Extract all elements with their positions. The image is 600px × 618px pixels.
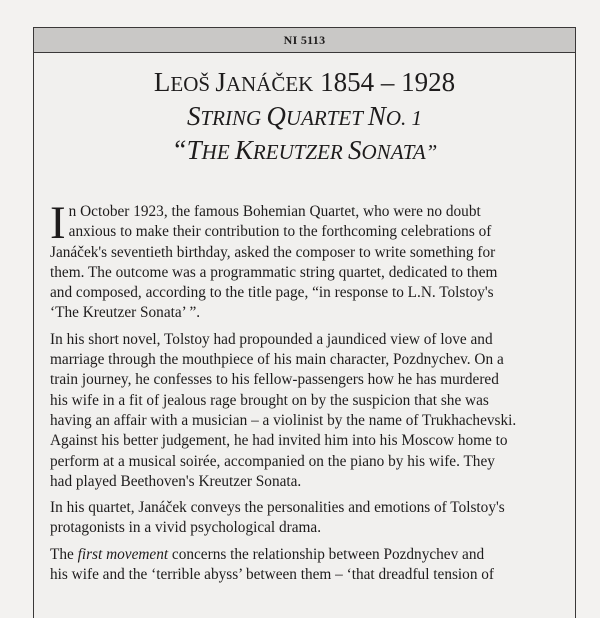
work-title-text: UARTET: [285, 106, 368, 130]
subtitle-text: HE: [201, 140, 235, 164]
text-line: Against his better judgement, he had invited him into his Moscow home to: [50, 432, 508, 450]
emphasis-text: first movement: [77, 545, 169, 563]
composer-text: ANÁČEK: [225, 72, 314, 96]
paragraph-3: [50, 498, 570, 539]
catalog-number-band: NI 5113: [34, 28, 575, 53]
text-line: having an affair with a musician – a violinist by the name of Trukhachevski.: [50, 411, 517, 429]
paragraph-1: [50, 197, 570, 324]
text-line: Janáček's seventieth birthday, asked the composer to write something for: [50, 243, 496, 261]
composer-dates: 1854 – 1928: [313, 67, 456, 97]
text-line: his wife and the ‘terrible abyss’ between them – ‘that dreadful tension of: [50, 566, 495, 584]
text-line: In his quartet, Janáček conveys the personalities and emotions of Tolstoy's: [50, 499, 505, 517]
subtitle-text: K: [234, 135, 253, 165]
text-line: his wife in a fit of jealous rage brought on by the suspicion that she was: [50, 391, 489, 409]
composer-heading: [34, 66, 575, 100]
paragraph-2: [50, 330, 570, 492]
body-text: [50, 197, 570, 591]
text-line: them. The outcome was a programmatic string quartet, dedicated to them: [50, 263, 498, 281]
text-run: The: [50, 545, 78, 563]
text-line: n October 1923, the famous Bohemian Quartet, who were no doubt: [68, 203, 481, 220]
text-line: anxious to make their contribution to the forthcoming celebrations of: [68, 223, 492, 241]
text-line: train journey, he confesses to his fellow-passengers how he has murdered: [50, 371, 499, 389]
work-subtitle: [34, 134, 575, 168]
subtitle-text: “T: [171, 135, 202, 165]
work-title-text: S: [186, 101, 201, 131]
subtitle-text: REUTZER: [252, 140, 349, 164]
title-block: [34, 66, 575, 168]
work-title-text: N: [367, 101, 386, 131]
text-run: concerns the relationship between Pozdnychev and: [168, 545, 485, 563]
work-title-text: TRING: [200, 106, 267, 130]
text-line: protagonists in a vivid psychological drama.: [50, 519, 322, 537]
work-title-text: O. 1: [385, 106, 422, 130]
subtitle-text: S: [348, 135, 362, 165]
text-line: In his short novel, Tolstoy had propounded a jaundiced view of love and: [50, 330, 493, 348]
composer-text: L: [153, 67, 171, 97]
subtitle-text: ONATA”: [361, 140, 438, 164]
text-line: had played Beethoven's Kreutzer Sonata.: [50, 472, 302, 490]
text-line: ‘The Kreutzer Sonata’ ”.: [50, 304, 201, 322]
composer-text: J: [215, 67, 226, 97]
text-line: and composed, according to the title page, “in response to L.N. Tolstoy's: [50, 284, 494, 302]
work-title: [34, 100, 575, 134]
work-title-text: Q: [266, 101, 286, 131]
drop-cap: I: [50, 197, 66, 249]
text-line: marriage through the mouthpiece of his main character, Pozdnychev. On a: [50, 351, 504, 369]
text-line: [50, 545, 570, 565]
text-line: perform at a musical soirée, accompanied on the piano by his wife. They: [50, 452, 495, 470]
paragraph-4: [50, 545, 570, 586]
composer-text: EOŠ: [170, 72, 216, 96]
